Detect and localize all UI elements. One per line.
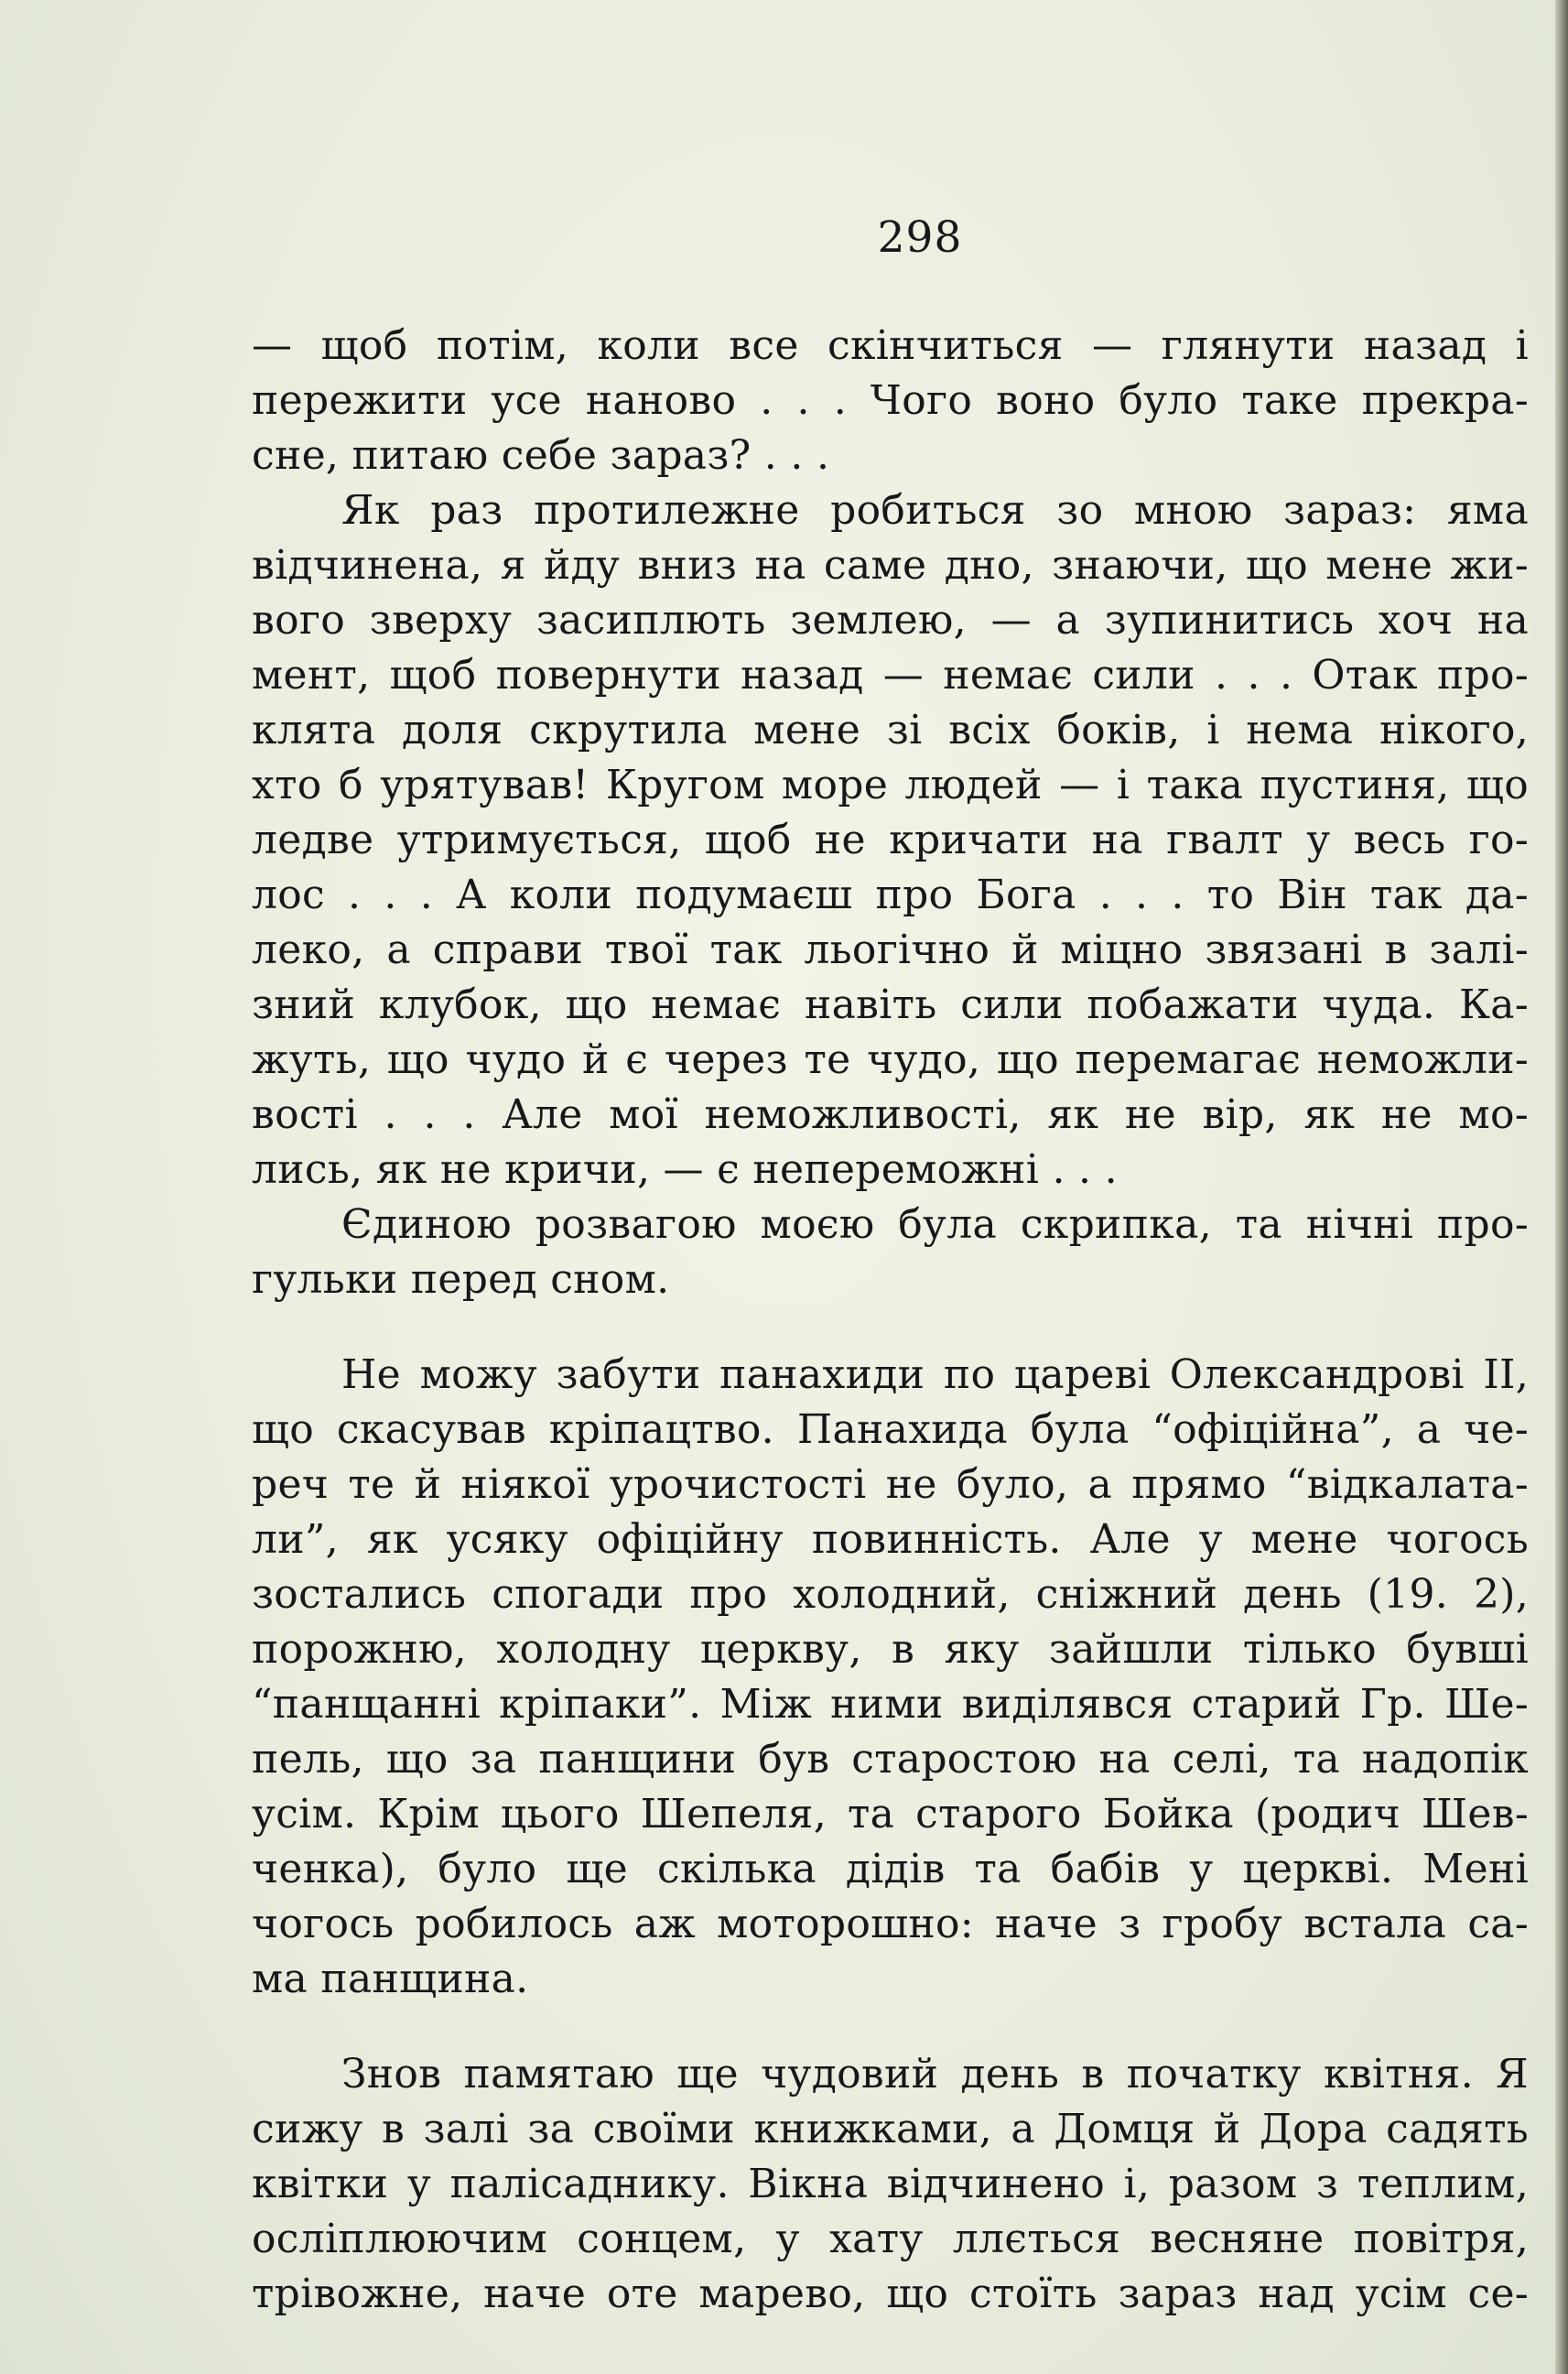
text-line: клята доля скрутила мене зі всіх боків, і нема нікого, (252, 707, 1529, 753)
text-line: леко, а справи твої так льогічно й міцно звязані в залі- (252, 927, 1529, 973)
page-number: 298 (877, 212, 963, 263)
text-line: вого зверху засиплють землею, — а зупинитись хоч на (252, 597, 1529, 644)
text-line: сижу в залі за своїми книжками, а Домця й Дора садять (252, 2106, 1529, 2152)
text-line: ченка), було ще скілька дідів та бабів у церкві. Мені (252, 1846, 1529, 1892)
text-line: “панщанні кріпаки”. Між ними виділявся старий Гр. Ше- (252, 1681, 1529, 1728)
text-line: усім. Крім цього Шепеля, та старого Бойка (родич Шев- (252, 1791, 1529, 1837)
text-line: сне, питаю себе зараз? . . . (252, 432, 830, 479)
text-line: пель, що за панщини був старостою на селі, та надопік (252, 1736, 1529, 1783)
text-block (252, 319, 1529, 2322)
text-line: ли”, як усяку офіційну повинність. Але у мене чогось (252, 1516, 1529, 1563)
text-line: ледве утримується, щоб не кричати на гвалт у весь го- (252, 817, 1529, 863)
text-line: хто б урятував! Кругом море людей — і така пустиня, що (252, 762, 1529, 808)
text-line: Як раз протилежне робиться зо мною зараз: яма (341, 487, 1529, 534)
text-line: зний клубок, що немає навіть сили побажати чуда. Ка- (252, 981, 1529, 1028)
text-line: зостались спогади про холодний, сніжний день (19. 2), (252, 1571, 1529, 1618)
text-line: жуть, що чудо й є через те чудо, що перемагає неможли- (252, 1036, 1529, 1083)
text-line: Єдиною розвагою моєю була скрипка, та нічні про- (341, 1201, 1529, 1248)
paragraph-gap (252, 2007, 1529, 2047)
paragraph-gap (252, 1307, 1529, 1348)
page-edge (1555, 0, 1568, 2374)
text-line: чогось робилось аж моторошно: наче з гробу встала са- (252, 1901, 1529, 1947)
text-line: пережити усе наново . . . Чого воно було таке прекра- (252, 377, 1529, 424)
text-line: вості . . . Але мої неможливості, як не вір, як не мо- (252, 1091, 1529, 1138)
text-line: лос . . . А коли подумаєш про Бога . . . то Він так да- (252, 872, 1529, 918)
text-line: що скасував кріпацтво. Панахида була “офіційна”, а че- (252, 1406, 1529, 1453)
paragraph (252, 1198, 1529, 1307)
text-line: відчинена, я йду вниз на саме дно, знаючи, що мене жи- (252, 542, 1529, 589)
text-line: осліплюючим сонцем, у хату ллється весняне повітря, (252, 2216, 1529, 2262)
text-line: трівожне, наче оте марево, що стоїть зараз над усім се- (252, 2271, 1529, 2317)
text-line: гульки перед сном. (252, 1256, 670, 1303)
text-line: лись, як не кричи, — є непереможні . . . (252, 1146, 1118, 1193)
text-line: реч те й ніякої урочистості не було, а прямо “відкалата- (252, 1461, 1529, 1508)
text-line: порожню, холодну церкву, в яку зайшли тілько бувші (252, 1626, 1529, 1673)
text-line: — щоб потім, коли все скінчиться — глянути назад і (252, 322, 1529, 369)
paragraph (252, 1348, 1529, 2007)
paragraph (252, 319, 1529, 483)
text-line: мент, щоб повернути назад — немає сили . . . Отак про- (252, 652, 1529, 699)
text-line: квітки у палісаднику. Вікна відчинено і, разом з теплим, (252, 2161, 1529, 2207)
text-line: Не можу забути панахиди по цареві Олександрові II, (341, 1351, 1529, 1398)
paragraph (252, 483, 1529, 1198)
paragraph (252, 2047, 1529, 2322)
text-line: ма панщина. (252, 1956, 529, 2002)
text-line: Знов памятаю ще чудовий день в початку квітня. Я (341, 2051, 1529, 2098)
